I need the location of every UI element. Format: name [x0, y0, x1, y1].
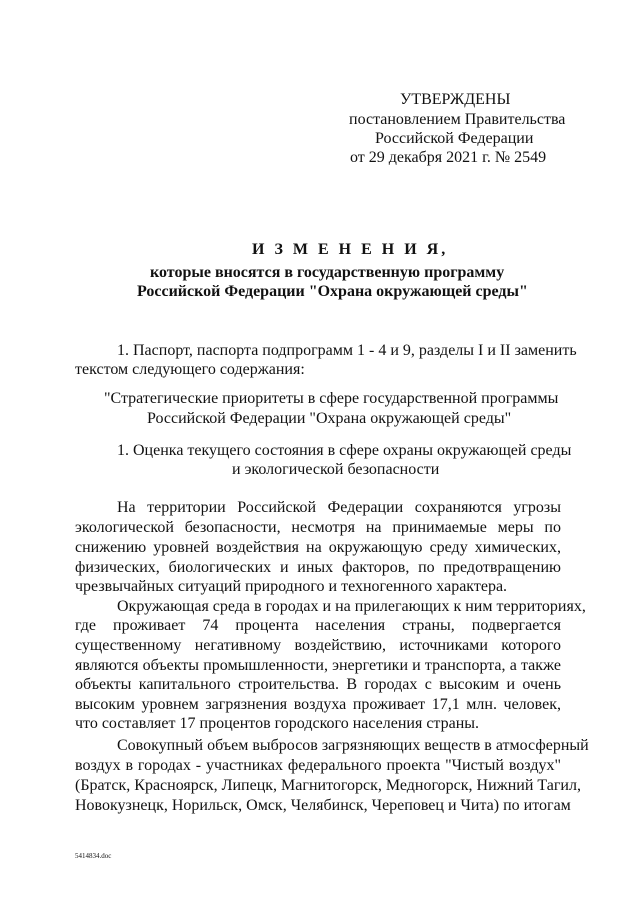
paragraph-line: экологической безопасности, несмотря на принимаемые меры по [75, 519, 561, 536]
paragraph-line: Окружающая среда в городах и на прилегающих к ним территориях, [117, 598, 586, 615]
heading-subtitle: Российской Федерации "Охрана окружающей среды" [137, 283, 528, 300]
paragraph-line: текстом следующего содержания: [75, 361, 305, 378]
heading-title: И З М Е Н Е Н И Я, [252, 241, 449, 258]
approval-line: Российской Федерации [375, 130, 534, 147]
heading-subtitle: которые вносятся в государственную программу [150, 264, 505, 281]
paragraph-line: На территории Российской Федерации сохраняются угрозы [117, 499, 561, 516]
paragraph-line: физических, биологических и иных факторов, по предотвращению [75, 559, 561, 576]
approval-title: УТВЕРЖДЕНЫ [400, 91, 511, 108]
approval-date: от 29 декабря 2021 г. № 2549 [350, 149, 547, 166]
approval-line: постановлением Правительства [349, 111, 566, 128]
paragraph-line: воздух в городах - участниках федерального проекта "Чистый воздух" [75, 757, 561, 774]
paragraph-line: существенному негативному воздействию, источниками которого [75, 637, 561, 654]
paragraph-line: объекты капитального строительства. В городах с высоким и очень [75, 676, 561, 693]
paragraph-line: что составляет 17 процентов городского населения страны. [75, 715, 480, 732]
section-heading: 1. Оценка текущего состояния в сфере охраны окружающей среды [117, 442, 572, 459]
paragraph-line: являются объекты промышленности, энергетики и транспорта, а также [75, 657, 561, 674]
paragraph-line: где проживает 74 процента населения страны, подвергается [75, 617, 561, 634]
section-heading: и экологической безопасности [232, 461, 440, 478]
paragraph-line: Новокузнецк, Норильск, Омск, Челябинск, Череповец и Чита) по итогам [75, 797, 571, 814]
quote-line: Российской Федерации "Охрана окружающей среды" [147, 410, 512, 427]
quote-line: "Стратегические приоритеты в сфере государственной программы [104, 390, 559, 407]
paragraph-line: снижению уровней воздействия на окружающую среду химических, [75, 539, 561, 556]
paragraph-line: высоким уровнем загрязнения воздуха проживает 17,1 млн. человек, [75, 696, 561, 713]
paragraph-line: чрезвычайных ситуаций природного и техногенного характера. [75, 578, 508, 595]
document-file-id: 5414834.doc [75, 852, 112, 860]
paragraph-line: Совокупный объем выбросов загрязняющих веществ в атмосферный [117, 737, 589, 754]
paragraph-line: 1. Паспорт, паспорта подпрограмм 1 - 4 и 9, разделы I и II заменить [117, 342, 577, 359]
paragraph-line: (Братск, Красноярск, Липецк, Магнитогорск, Медногорск, Нижний Тагил, [75, 777, 581, 794]
